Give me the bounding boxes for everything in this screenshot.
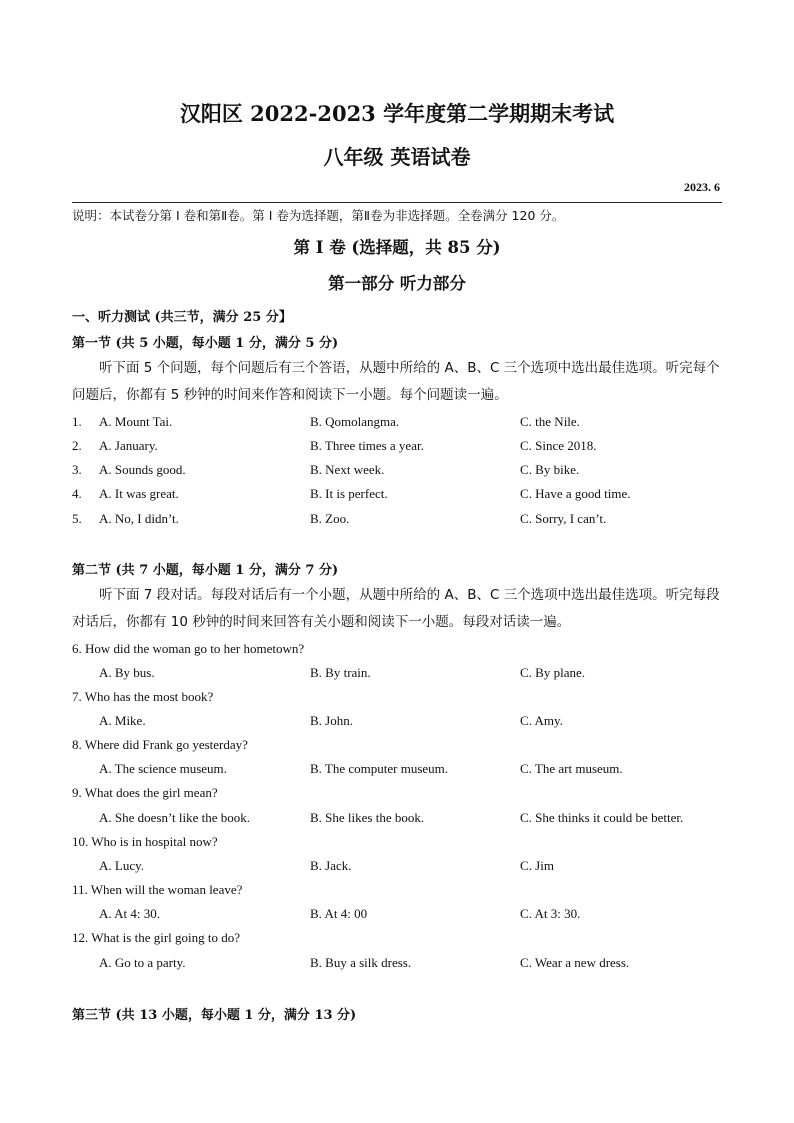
option-b: B. She likes the book. — [310, 810, 425, 825]
part-1-title: 第一部分 听力部分 — [328, 274, 466, 293]
option-b: B. The computer museum. — [310, 761, 449, 776]
option-c: C. The art museum. — [520, 761, 623, 776]
option-b: B. Jack. — [310, 858, 352, 873]
option-b: B. It is perfect. — [310, 486, 388, 501]
option-a: A. At 4: 30. — [99, 906, 161, 921]
question-row — [72, 462, 722, 482]
option-b: B. John. — [310, 713, 353, 728]
question-row — [72, 438, 722, 458]
option-a: A. It was great. — [99, 486, 179, 501]
option-c: C. Sorry, I can’t. — [520, 511, 607, 526]
option-a: A. The science museum. — [99, 761, 227, 776]
options-row — [72, 713, 722, 733]
option-a: A. Sounds good. — [99, 462, 186, 477]
question-number: 4. — [72, 486, 82, 501]
exam-subtitle: 八年级 英语试卷 — [323, 145, 471, 169]
question-number: 2. — [72, 438, 82, 453]
option-c: C. Amy. — [520, 713, 563, 728]
section-3-heading: 第三节 (共 13 小题，每小题 1 分，满分 13 分) — [72, 1008, 357, 1023]
exam-title: 汉阳区 2022-2023 学年度第二学期期末考试 — [179, 101, 615, 126]
question-text: 11. When will the woman leave? — [72, 882, 243, 897]
options-row — [72, 906, 722, 926]
option-c: C. Have a good time. — [520, 486, 631, 501]
section-1-instructions: 听下面 5 个问题，每个问题后有三个答语，从题中所给的 A、B、C 三个选项中选出最佳选项。听完每个问题后，你都有 5 秒钟的时间来作答和阅读下一小题。每个问题读一遍。 — [72, 360, 720, 403]
option-c: C. the Nile. — [520, 414, 580, 429]
option-a: A. Go to a party. — [99, 955, 186, 970]
option-b: B. At 4: 00 — [310, 906, 368, 921]
option-b: B. Qomolangma. — [310, 414, 400, 429]
question-text: 7. Who has the most book? — [72, 689, 214, 704]
option-c: C. Since 2018. — [520, 438, 597, 453]
option-a: A. Lucy. — [99, 858, 145, 873]
options-row — [72, 810, 722, 830]
option-b: B. Buy a silk dress. — [310, 955, 412, 970]
option-c: C. By plane. — [520, 665, 585, 680]
question-text: 6. How did the woman go to her hometown? — [72, 641, 305, 656]
options-row — [72, 955, 722, 975]
option-a: A. Mount Tai. — [99, 414, 173, 429]
volume-1-title: 第 I 卷 (选择题，共 85 分) — [293, 238, 501, 257]
exam-note: 说明：本试卷分第 I 卷和第Ⅱ卷。第 I 卷为选择题，第Ⅱ卷为非选择题。全卷满分 120 分。 — [72, 208, 565, 223]
exam-date: 2023. 6 — [684, 180, 720, 194]
option-a: A. No, I didn’t. — [99, 511, 179, 526]
section-2-instructions: 听下面 7 段对话。每段对话后有一个小题，从题中所给的 A、B、C 三个选项中选出最佳选项。听完每段对话后，你都有 10 秒钟的时间来回答有关小题和阅读下一小题。每段对话读一遍。 — [72, 587, 720, 630]
question-row — [72, 486, 722, 506]
options-row — [72, 761, 722, 781]
option-a: A. January. — [99, 438, 158, 453]
section-2-heading: 第二节 (共 7 小题，每小题 1 分，满分 7 分) — [72, 563, 339, 578]
question-text: 8. Where did Frank go yesterday? — [72, 737, 248, 752]
option-b: B. Next week. — [310, 462, 385, 477]
question-row — [72, 414, 722, 434]
question-number: 5. — [72, 511, 82, 526]
option-b: B. By train. — [310, 665, 371, 680]
option-c: C. Wear a new dress. — [520, 955, 630, 970]
option-a: A. She doesn’t like the book. — [99, 810, 251, 825]
question-number: 1. — [72, 414, 82, 429]
header-divider — [72, 202, 722, 203]
options-row — [72, 858, 722, 878]
option-c: C. At 3: 30. — [520, 906, 581, 921]
section-1-heading: 第一节 (共 5 小题，每小题 1 分，满分 5 分) — [72, 336, 339, 351]
option-a: A. Mike. — [99, 713, 146, 728]
question-text: 9. What does the girl mean? — [72, 785, 218, 800]
option-b: B. Three times a year. — [310, 438, 424, 453]
question-text: 10. Who is in hospital now? — [72, 834, 218, 849]
question-number: 3. — [72, 462, 82, 477]
option-a: A. By bus. — [99, 665, 155, 680]
option-c: C. By bike. — [520, 462, 580, 477]
option-b: B. Zoo. — [310, 511, 350, 526]
option-c: C. She thinks it could be better. — [520, 810, 684, 825]
listening-heading: 一、听力测试 (共三节，满分 25 分】 — [72, 310, 292, 325]
question-row — [72, 511, 722, 531]
question-text: 12. What is the girl going to do? — [72, 930, 241, 945]
options-row — [72, 665, 722, 685]
option-c: C. Jim — [520, 858, 554, 873]
